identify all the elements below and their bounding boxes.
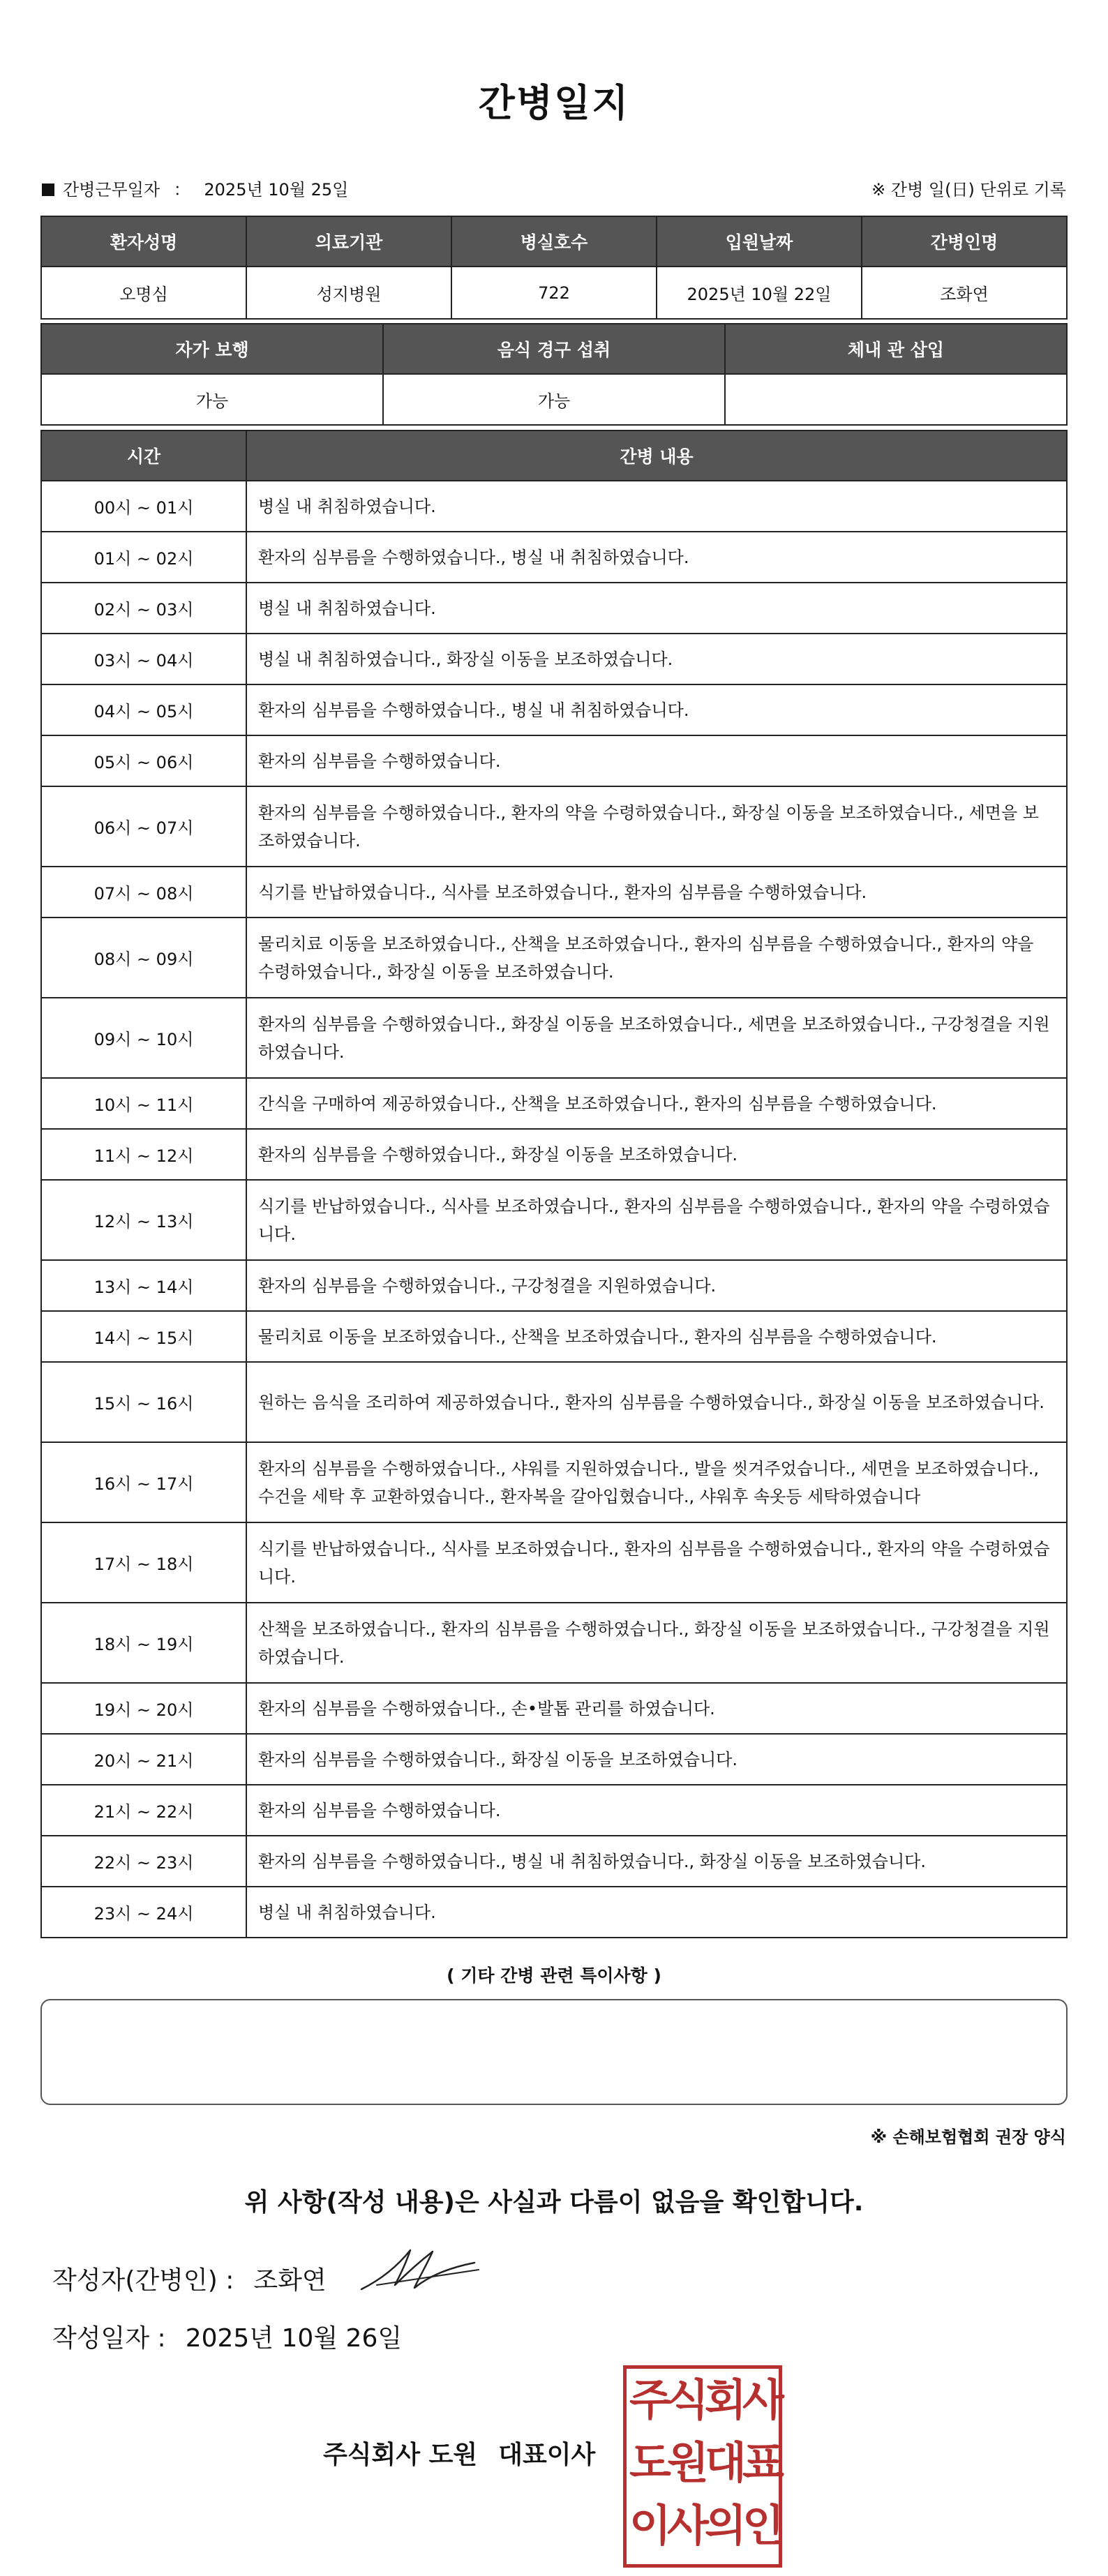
log-time: 12시 ~ 13시	[41, 1180, 246, 1260]
log-row	[41, 1683, 1067, 1734]
log-row	[41, 532, 1067, 583]
log-content: 환자의 심부름을 수행하였습니다., 병실 내 취침하였습니다.	[246, 684, 1067, 735]
seal-character: 원	[667, 2437, 709, 2488]
log-time: 02시 ~ 03시	[41, 583, 246, 634]
work-date-value: 2025년 10월 25일	[204, 180, 349, 200]
unit-note: ※ 간병 일(日) 단위로 기록	[871, 180, 1066, 200]
special-notes-box	[40, 1999, 1068, 2105]
log-body	[41, 481, 1067, 1938]
header-caregiver-name: 간병인명	[862, 216, 1067, 267]
work-date-label: 간병근무일자	[63, 180, 160, 200]
log-row	[41, 684, 1067, 735]
log-header-row	[41, 430, 1067, 481]
log-time: 22시 ~ 23시	[41, 1836, 246, 1887]
caregiver-name: 조화연	[862, 267, 1067, 319]
log-row	[41, 1887, 1067, 1938]
log-content: 물리치료 이동을 보조하였습니다., 산책을 보조하였습니다., 환자의 심부름을 수행하였습니다., 환자의 약을 수령하였습니다., 화장실 이동을 보조하였습니다.	[246, 918, 1067, 998]
confirmation-statement: 위 사항(작성 내용)은 사실과 다름이 없음을 확인합니다.	[244, 2188, 864, 2217]
seal-character: 표	[742, 2437, 784, 2488]
work-date-line	[42, 176, 348, 200]
header-self-walking: 자가 보행	[41, 324, 383, 374]
log-content: 환자의 심부름을 수행하였습니다., 손•발톱 관리를 하였습니다.	[246, 1683, 1067, 1734]
seal-character: 사	[667, 2500, 709, 2551]
log-content: 산책을 보조하였습니다., 환자의 심부름을 수행하였습니다., 화장실 이동을 보조하였습니다., 구강청결을 지원하였습니다.	[246, 1603, 1067, 1683]
log-time: 05시 ~ 06시	[41, 735, 246, 786]
log-content: 환자의 심부름을 수행하였습니다.	[246, 735, 1067, 786]
log-row	[41, 1836, 1067, 1887]
log-content: 병실 내 취침하였습니다.	[246, 1887, 1067, 1938]
log-row	[41, 1260, 1067, 1311]
special-notes-title: ( 기타 간병 관련 특이사항 )	[447, 1965, 661, 1986]
header-care-content: 간병 내용	[246, 430, 1067, 481]
patient-info-header-row	[41, 216, 1067, 267]
self-walking-value: 가능	[41, 374, 383, 425]
log-row	[41, 1522, 1067, 1603]
hospital-name: 성지병원	[246, 267, 451, 319]
header-patient-name: 환자성명	[41, 216, 246, 267]
form-source-note: ※ 손해보험협회 권장 양식	[870, 2127, 1066, 2147]
log-content: 환자의 심부름을 수행하였습니다., 병실 내 취침하였습니다., 화장실 이동을 보조하였습니다.	[246, 1836, 1067, 1887]
log-time: 10시 ~ 11시	[41, 1078, 246, 1129]
header-room-number: 병실호수	[451, 216, 657, 267]
document-title: 간병일지	[478, 81, 630, 125]
log-time: 17시 ~ 18시	[41, 1522, 246, 1603]
header-hospital: 의료기관	[246, 216, 451, 267]
header-time: 시간	[41, 430, 246, 481]
log-time: 14시 ~ 15시	[41, 1311, 246, 1362]
log-row	[41, 735, 1067, 786]
log-time: 01시 ~ 02시	[41, 532, 246, 583]
patient-info-value-row	[41, 267, 1067, 319]
log-content: 환자의 심부름을 수행하였습니다., 병실 내 취침하였습니다.	[246, 532, 1067, 583]
seal-character: 도	[629, 2437, 671, 2488]
log-time: 03시 ~ 04시	[41, 634, 246, 684]
handwritten-signature	[356, 2243, 481, 2299]
log-time: 11시 ~ 12시	[41, 1129, 246, 1180]
log-row	[41, 1180, 1067, 1260]
writer-name: 조화연	[253, 2266, 327, 2295]
log-row	[41, 786, 1067, 867]
status-value-row	[41, 374, 1067, 425]
written-date-line	[52, 2319, 402, 2354]
patient-name: 오명심	[41, 267, 246, 319]
seal-character: 사	[742, 2374, 784, 2425]
writer-label: 작성자(간병인) :	[52, 2266, 234, 2295]
log-time: 07시 ~ 08시	[41, 867, 246, 918]
tube-insertion-value	[725, 374, 1067, 425]
log-row	[41, 998, 1067, 1078]
log-content: 병실 내 취침하였습니다., 화장실 이동을 보조하였습니다.	[246, 634, 1067, 684]
log-content: 환자의 심부름을 수행하였습니다., 화장실 이동을 보조하였습니다.	[246, 1734, 1067, 1785]
seal-character: 회	[705, 2374, 747, 2425]
log-time: 15시 ~ 16시	[41, 1362, 246, 1442]
log-time: 23시 ~ 24시	[41, 1887, 246, 1938]
log-row	[41, 634, 1067, 684]
log-content: 환자의 심부름을 수행하였습니다., 샤워를 지원하였습니다., 발을 씻겨주었습니다., 세면을 보조하였습니다., 수건을 세탁 후 교환하였습니다., 환자복을 갈아입혔습니다., 샤워후 속옷등 세탁하였습니다	[246, 1442, 1067, 1522]
log-content: 간식을 구매하여 제공하였습니다., 산책을 보조하였습니다., 환자의 심부름을 수행하였습니다.	[246, 1078, 1067, 1129]
admission-date: 2025년 10월 22일	[657, 267, 862, 319]
log-content: 환자의 심부름을 수행하였습니다., 화장실 이동을 보조하였습니다.	[246, 1129, 1067, 1180]
log-row	[41, 1311, 1067, 1362]
log-content: 식기를 반납하였습니다., 식사를 보조하였습니다., 환자의 심부름을 수행하였습니다.	[246, 867, 1067, 918]
log-row	[41, 1362, 1067, 1442]
log-row	[41, 918, 1067, 998]
seal-character: 주	[629, 2374, 671, 2425]
seal-character: 식	[667, 2374, 709, 2425]
log-row	[41, 1785, 1067, 1836]
patient-info-table	[40, 216, 1068, 320]
log-content: 환자의 심부름을 수행하였습니다., 구강청결을 지원하였습니다.	[246, 1260, 1067, 1311]
log-row	[41, 1734, 1067, 1785]
log-time: 00시 ~ 01시	[41, 481, 246, 532]
work-date-separator: ：	[173, 180, 190, 200]
log-time: 06시 ~ 07시	[41, 786, 246, 867]
written-date-value: 2025년 10월 26일	[185, 2324, 403, 2353]
log-row	[41, 1129, 1067, 1180]
hourly-care-log-table	[40, 430, 1068, 1938]
header-tube-insertion: 체내 관 삽입	[725, 324, 1067, 374]
seal-character: 이	[629, 2500, 671, 2551]
written-date-label: 작성일자 :	[52, 2324, 166, 2353]
seal-character: 대	[705, 2437, 747, 2488]
seal-character: 의	[705, 2500, 747, 2551]
log-content: 환자의 심부름을 수행하였습니다.	[246, 1785, 1067, 1836]
log-row	[41, 583, 1067, 634]
company-seal-stamp	[623, 2365, 782, 2568]
log-row	[41, 1442, 1067, 1522]
company-name: 주식회사 도원	[323, 2441, 478, 2469]
log-row	[41, 1603, 1067, 1683]
representative-title: 대표이사	[498, 2441, 596, 2469]
log-time: 16시 ~ 17시	[41, 1442, 246, 1522]
log-time: 20시 ~ 21시	[41, 1734, 246, 1785]
log-row	[41, 867, 1067, 918]
oral-intake-value: 가능	[383, 374, 725, 425]
log-time: 08시 ~ 09시	[41, 918, 246, 998]
company-signature-line	[323, 2435, 595, 2471]
log-content: 원하는 음식을 조리하여 제공하였습니다., 환자의 심부름을 수행하였습니다., 화장실 이동을 보조하였습니다.	[246, 1362, 1067, 1442]
seal-character: 인	[742, 2500, 784, 2551]
log-time: 18시 ~ 19시	[41, 1603, 246, 1683]
square-bullet-icon	[42, 184, 54, 196]
log-row	[41, 1078, 1067, 1129]
log-content: 식기를 반납하였습니다., 식사를 보조하였습니다., 환자의 심부름을 수행하였습니다., 환자의 약을 수령하였습니다.	[246, 1522, 1067, 1603]
log-time: 04시 ~ 05시	[41, 684, 246, 735]
log-content: 환자의 심부름을 수행하였습니다., 환자의 약을 수령하였습니다., 화장실 이동을 보조하였습니다., 세면을 보조하였습니다.	[246, 786, 1067, 867]
log-content: 식기를 반납하였습니다., 식사를 보조하였습니다., 환자의 심부름을 수행하였습니다., 환자의 약을 수령하였습니다.	[246, 1180, 1067, 1260]
writer-line	[52, 2261, 327, 2296]
room-number: 722	[451, 267, 657, 319]
header-oral-intake: 음식 경구 섭취	[383, 324, 725, 374]
log-content: 병실 내 취침하였습니다.	[246, 481, 1067, 532]
log-time: 13시 ~ 14시	[41, 1260, 246, 1311]
log-content: 환자의 심부름을 수행하였습니다., 화장실 이동을 보조하였습니다., 세면을 보조하였습니다., 구강청결을 지원하였습니다.	[246, 998, 1067, 1078]
patient-status-table	[40, 323, 1068, 426]
log-time: 19시 ~ 20시	[41, 1683, 246, 1734]
log-time: 21시 ~ 22시	[41, 1785, 246, 1836]
log-content: 물리치료 이동을 보조하였습니다., 산책을 보조하였습니다., 환자의 심부름을 수행하였습니다.	[246, 1311, 1067, 1362]
header-admission-date: 입원날짜	[657, 216, 862, 267]
log-row	[41, 481, 1067, 532]
log-time: 09시 ~ 10시	[41, 998, 246, 1078]
log-content: 병실 내 취침하였습니다.	[246, 583, 1067, 634]
status-header-row	[41, 324, 1067, 374]
